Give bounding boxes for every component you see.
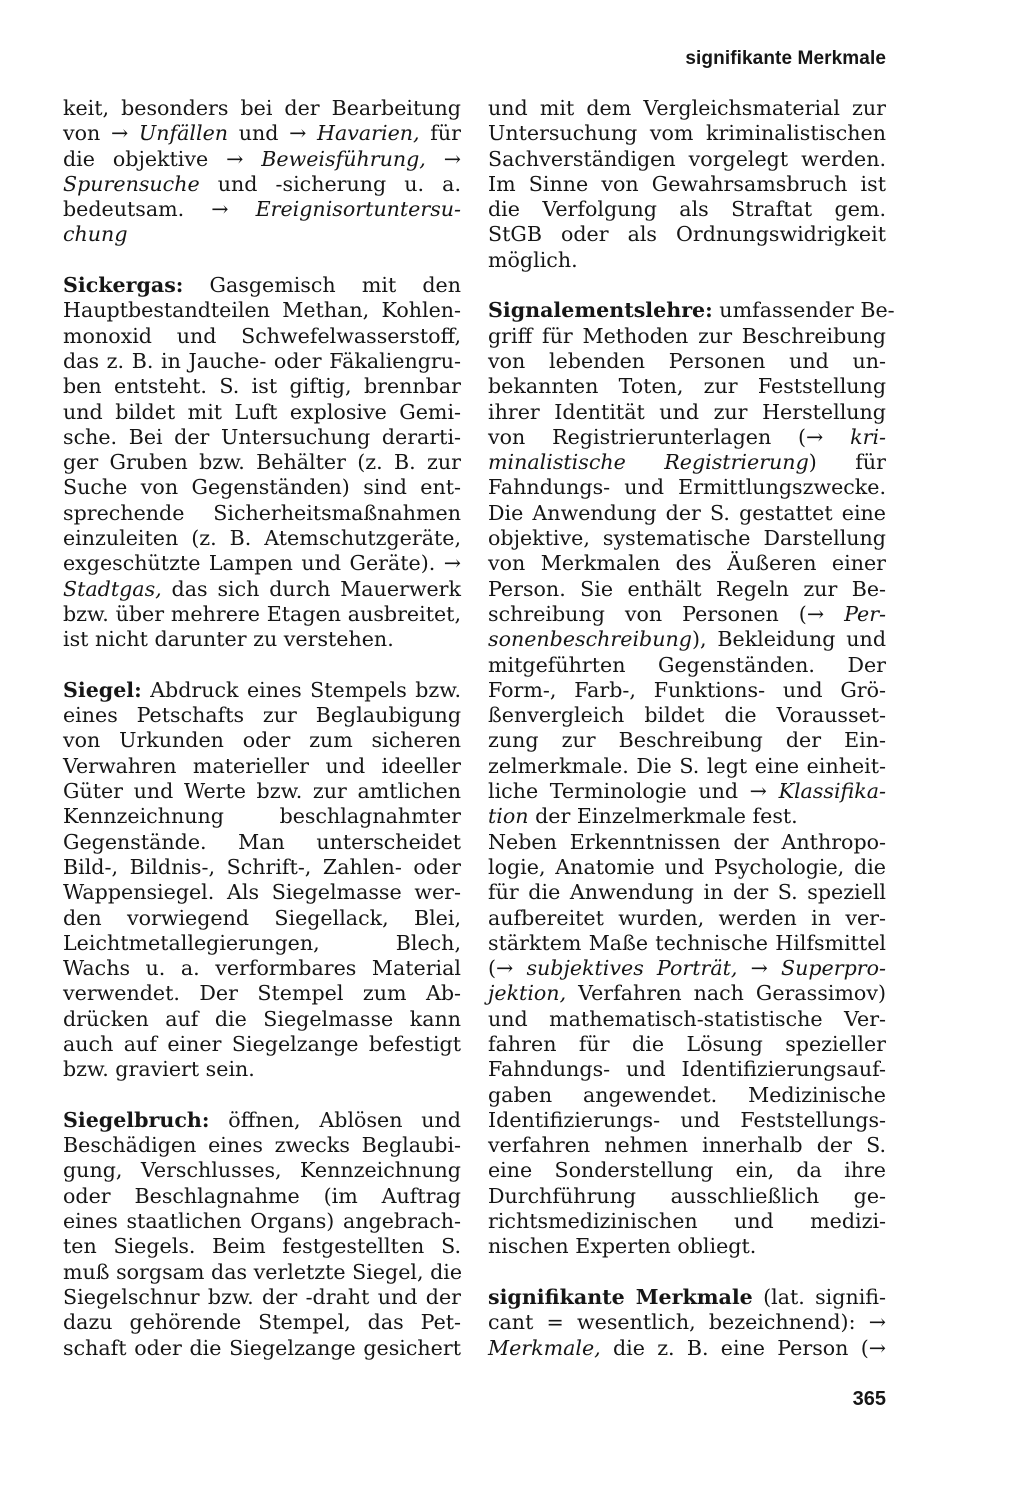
text-line	[63, 703, 461, 728]
entry-headword: Sickergas:	[63, 273, 184, 298]
text-run: ist nicht darunter zu verstehen.	[63, 627, 394, 652]
text-run: exgeschützte Lampen und Geräte). →	[63, 551, 461, 576]
text-line	[63, 1234, 461, 1259]
text-run: Verfahren nach Gerassimov)	[566, 981, 886, 1006]
text-line	[488, 374, 886, 399]
cross-reference: tion	[488, 804, 529, 829]
text-run: Siegelschnur bzw. der -draht und der	[63, 1284, 461, 1309]
text-run: zung zur Beschreibung der Ein-	[488, 728, 886, 753]
text-run: Fahndungs- und Identifizierungsauf-	[488, 1057, 886, 1082]
text-run: bekannten Toten, zur Feststellung	[488, 374, 886, 399]
text-line	[488, 1057, 886, 1082]
text-line	[488, 425, 886, 450]
text-run: (lat. signifi-	[752, 1284, 886, 1309]
text-run: Abdruck eines Stempels bzw.	[141, 677, 461, 702]
text-run: ) für	[808, 450, 886, 475]
text-run: und mit dem Vergleichsmaterial zur	[488, 96, 886, 120]
paragraph-gap	[488, 273, 886, 298]
cross-reference: Beweisführung,	[261, 146, 426, 171]
text-run: →	[737, 956, 781, 981]
paragraph-gap	[63, 248, 461, 273]
text-line	[63, 1133, 461, 1158]
text-line	[488, 906, 886, 931]
text-run: möglich.	[488, 247, 578, 272]
text-line	[488, 602, 886, 627]
text-run: stärktem Maße technische Hilfsmittel	[488, 930, 886, 955]
entry-headword: signifikante Merkmale	[488, 1284, 753, 1309]
text-run: einzuleiten (z. B. Atemschutzgeräte,	[63, 526, 461, 551]
text-run: Identifizierungs- und Feststellungs-	[488, 1107, 886, 1132]
text-line	[488, 248, 886, 273]
text-run: Sachverständigen vorgelegt werden.	[488, 146, 886, 171]
paragraph-gap	[488, 1260, 886, 1285]
text-run: von lebenden Personen und un-	[488, 348, 886, 373]
text-run: Bild-, Bildnis-, Schrift-, Zahlen- oder	[63, 854, 461, 879]
text-run: und mathematisch-statistische Ver-	[488, 1006, 886, 1031]
text-line	[488, 222, 886, 247]
text-line	[488, 1184, 886, 1209]
text-run: eine Sonderstellung ein, da ihre	[488, 1158, 886, 1183]
cross-reference: kri-	[850, 424, 886, 449]
text-line	[63, 1336, 461, 1361]
cross-reference: Per-	[844, 601, 886, 626]
text-line	[488, 324, 886, 349]
entry-headword: Siegelbruch:	[63, 1107, 210, 1132]
paragraph-gap	[63, 653, 461, 678]
text-line	[63, 1260, 461, 1285]
text-line	[63, 1209, 461, 1234]
cross-reference: minalistische Registrierung	[488, 450, 809, 475]
text-line	[488, 931, 886, 956]
text-run: der Einzelmerkmale fest.	[528, 804, 798, 829]
text-run: und →	[228, 121, 318, 146]
text-run: gung, Verschlusses, Kennzeichnung	[63, 1158, 461, 1183]
text-line	[63, 602, 461, 627]
cross-reference: Superpro-	[781, 956, 886, 981]
text-line	[63, 501, 461, 526]
text-run: Neben Erkenntnissen der Anthropo-	[488, 829, 886, 854]
text-run: die objektive →	[63, 146, 262, 171]
text-run: schaft oder die Siegelzange gesichert	[63, 1335, 461, 1360]
text-line	[63, 551, 461, 576]
text-line	[63, 1057, 461, 1082]
text-line	[488, 754, 886, 779]
text-line	[63, 1285, 461, 1310]
text-line	[63, 906, 461, 931]
text-run: von Merkmalen des Äußeren einer	[488, 551, 886, 576]
text-run: cant = wesentlich, bezeichnend): →	[488, 1310, 886, 1335]
text-line	[63, 172, 461, 197]
text-line	[488, 121, 886, 146]
text-run: aufbereitet wurden, werden in ver-	[488, 905, 886, 930]
text-run: muß sorgsam das verletzte Siegel, die	[63, 1259, 463, 1284]
text-line	[488, 1234, 886, 1259]
text-run: dazu gehörende Stempel, das Pet-	[63, 1310, 461, 1335]
text-line	[488, 1108, 886, 1133]
text-line	[488, 703, 886, 728]
text-line	[488, 956, 886, 981]
text-run: ben entsteht. S. ist giftig, brennbar	[63, 374, 461, 399]
cross-reference: Spurensuche	[63, 171, 200, 196]
text-line	[63, 475, 461, 500]
text-line	[488, 400, 886, 425]
text-line	[63, 804, 461, 829]
text-run: für	[419, 121, 461, 146]
entry-headword: Siegel:	[63, 677, 142, 702]
text-run: logie, Anatomie und Psychologie, die	[488, 854, 886, 879]
text-line	[63, 1007, 461, 1032]
text-run: ihrer Identität und zur Herstellung	[488, 399, 886, 424]
text-run: verwendet. Der Stempel zum Ab-	[63, 981, 461, 1006]
text-line	[63, 273, 461, 298]
text-line	[488, 1310, 886, 1335]
text-line	[63, 931, 461, 956]
text-line	[488, 475, 886, 500]
text-line	[63, 349, 461, 374]
text-run: eines Petschafts zur Beglaubigung	[63, 703, 461, 728]
text-run: Wappensiegel. Als Siegelmasse wer-	[63, 880, 461, 905]
text-run: verfahren nehmen innerhalb der S.	[488, 1133, 886, 1158]
text-run: bzw. graviert sein.	[63, 1057, 255, 1082]
text-line	[488, 1007, 886, 1032]
text-line	[63, 855, 461, 880]
text-line	[488, 1336, 886, 1361]
text-run: Suche von Gegenständen) sind ent-	[63, 475, 461, 500]
text-run: auch auf einer Siegelzange befestigt	[63, 1031, 461, 1056]
text-run: umfassender Be-	[712, 298, 895, 323]
cross-reference: Klassifika-	[778, 779, 886, 804]
text-run: keit, besonders bei der Bearbeitung	[63, 96, 461, 120]
text-run: Gegenstände. Man unterscheidet	[63, 829, 461, 854]
text-run: ger Gruben bzw. Behälter (z. B. zur	[63, 450, 461, 475]
text-run: das z. B. in Jauche- oder Fäkaliengru-	[63, 348, 461, 373]
text-run: Untersuchung vom kriminalistischen	[488, 121, 886, 146]
text-line	[63, 526, 461, 551]
text-line	[488, 1158, 886, 1183]
text-line	[488, 172, 886, 197]
text-line	[488, 855, 886, 880]
text-run: ), Bekleidung und	[691, 627, 886, 652]
text-line	[488, 880, 886, 905]
text-run: →	[425, 146, 461, 171]
paragraph-gap	[63, 1083, 461, 1108]
text-run: Durchführung ausschließlich ge-	[488, 1183, 886, 1208]
cross-reference: sonenbeschreibung	[488, 627, 692, 652]
text-line	[488, 1032, 886, 1057]
text-run: von Urkunden oder zum sicheren	[63, 728, 461, 753]
text-run: StGB oder als Ordnungswidrigkeit	[488, 222, 886, 247]
text-run: bedeutsam. →	[63, 197, 256, 222]
text-line	[63, 981, 461, 1006]
text-line	[488, 830, 886, 855]
text-line	[63, 1108, 461, 1133]
text-line	[488, 450, 886, 475]
cross-reference: Havarien,	[317, 121, 420, 146]
text-line	[488, 627, 886, 652]
text-run: Fahndungs- und Ermittlungszwecke.	[488, 475, 886, 500]
cross-reference: subjektives Porträt,	[526, 956, 738, 981]
text-line	[63, 577, 461, 602]
text-run: die Verfolgung als Straftat gem.	[488, 197, 886, 222]
page-number: 365	[852, 1388, 886, 1410]
text-run: Kennzeichnung beschlagnahmter	[63, 804, 461, 829]
text-run: objektive, systematische Darstellung	[488, 526, 886, 551]
text-line	[63, 197, 461, 222]
text-line	[63, 298, 461, 323]
text-column-right	[488, 96, 895, 1361]
text-run: sprechende Sicherheitsmaßnahmen	[63, 500, 461, 525]
text-line	[488, 728, 886, 753]
text-run: Güter und Werte bzw. zur amtlichen	[63, 779, 461, 804]
text-line	[488, 526, 886, 551]
text-line	[63, 400, 461, 425]
text-line	[488, 981, 886, 1006]
text-line	[63, 147, 461, 172]
text-line	[63, 1158, 461, 1183]
text-line	[63, 678, 461, 703]
text-line	[63, 754, 461, 779]
text-run: das sich durch Mauerwerk	[161, 576, 461, 601]
text-run: Die Anwendung der S. gestattet eine	[488, 500, 886, 525]
text-line	[488, 804, 886, 829]
text-run: von Registrierunterlagen (→	[488, 424, 851, 449]
text-run: monoxid und Schwefelwasserstoff,	[63, 323, 461, 348]
text-run: Person. Sie enthält Regeln zur Be-	[488, 576, 886, 601]
text-line	[63, 425, 461, 450]
text-line	[488, 1083, 886, 1108]
text-run: für die Anwendung in der S. speziell	[488, 880, 886, 905]
text-line	[488, 678, 886, 703]
text-run: mitgeführten Gegenständen. Der	[488, 652, 886, 677]
text-run: und bildet mit Luft explosive Gemi-	[63, 399, 461, 424]
text-run: Verwahren materieller und ideeller	[63, 753, 461, 778]
text-line	[63, 880, 461, 905]
text-run: öffnen, Ablösen und	[209, 1107, 461, 1132]
text-line	[63, 374, 461, 399]
text-run: und -sicherung u. a.	[199, 171, 461, 196]
text-line	[63, 1184, 461, 1209]
text-line	[63, 1032, 461, 1057]
text-line	[63, 728, 461, 753]
text-run: drücken auf die Siegelmasse kann	[63, 1006, 461, 1031]
text-run: Leichtmetallegierungen, Blech,	[63, 930, 461, 955]
text-line	[63, 324, 461, 349]
text-line	[488, 1133, 886, 1158]
text-run: Form-, Farb-, Funktions- und Grö-	[488, 677, 886, 702]
text-line	[488, 653, 886, 678]
text-line	[63, 121, 461, 146]
text-line	[488, 577, 886, 602]
text-line	[488, 779, 886, 804]
text-run: Gasgemisch mit den	[183, 273, 461, 298]
cross-reference: chung	[63, 222, 128, 247]
text-line	[488, 1209, 886, 1234]
entry-headword: Signalementslehre:	[488, 298, 713, 323]
text-line	[488, 1285, 886, 1310]
text-run: ten Siegels. Beim festgestellten S.	[63, 1234, 461, 1259]
text-run: griff für Methoden zur Beschreibung	[488, 323, 886, 348]
text-line	[488, 298, 895, 323]
text-run: bzw. über mehrere Etagen ausbreitet,	[63, 601, 461, 626]
text-line	[488, 197, 886, 222]
text-line	[488, 147, 886, 172]
text-line	[63, 779, 461, 804]
text-line	[63, 627, 461, 652]
text-run: ßenvergleich bildet die Vorausset-	[488, 703, 886, 728]
text-line	[488, 551, 886, 576]
text-run: fahren für die Lösung spezieller	[488, 1031, 886, 1056]
text-line	[63, 96, 461, 121]
text-run: gaben angewendet. Medizinische	[488, 1082, 886, 1107]
cross-reference: Unfällen	[138, 121, 229, 146]
text-run: Im Sinne von Gewahrsamsbruch ist	[488, 171, 886, 196]
text-line	[488, 349, 886, 374]
text-run: zelmerkmale. Die S. legt eine einheit-	[488, 753, 886, 778]
text-run: Hauptbestandteilen Methan, Kohlen-	[63, 298, 461, 323]
text-run: die z. B. eine Person (→	[600, 1335, 886, 1360]
text-line	[63, 222, 461, 247]
text-run: Wachs u. a. verformbares Material	[63, 956, 461, 981]
text-run: den vorwiegend Siegellack, Blei,	[63, 905, 461, 930]
text-line	[63, 1310, 461, 1335]
text-run: liche Terminologie und →	[488, 779, 779, 804]
text-run: von →	[63, 121, 139, 146]
text-run: richtsmedizinischen und medizi-	[488, 1209, 886, 1234]
text-run: nischen Experten obliegt.	[488, 1234, 757, 1259]
text-run: schreibung von Personen (→	[488, 601, 845, 626]
cross-reference: Stadtgas,	[63, 576, 162, 601]
text-column-left	[63, 96, 461, 1361]
text-run: oder Beschlagnahme (im Auftrag	[63, 1183, 461, 1208]
cross-reference: Merkmale,	[488, 1335, 601, 1360]
text-run: Beschädigen eines zwecks Beglaubi-	[63, 1133, 461, 1158]
running-head: signifikante Merkmale	[685, 48, 886, 69]
cross-reference: Ereignisortuntersu-	[255, 197, 461, 222]
text-run: eines staatlichen Organs) angebrach-	[63, 1209, 461, 1234]
text-line	[63, 830, 461, 855]
cross-reference: jektion,	[488, 981, 567, 1006]
text-run: (→	[488, 956, 527, 981]
text-line	[63, 450, 461, 475]
text-line	[63, 956, 461, 981]
text-line	[488, 501, 886, 526]
text-run: sche. Bei der Untersuchung derarti-	[63, 424, 461, 449]
text-line	[488, 96, 886, 121]
